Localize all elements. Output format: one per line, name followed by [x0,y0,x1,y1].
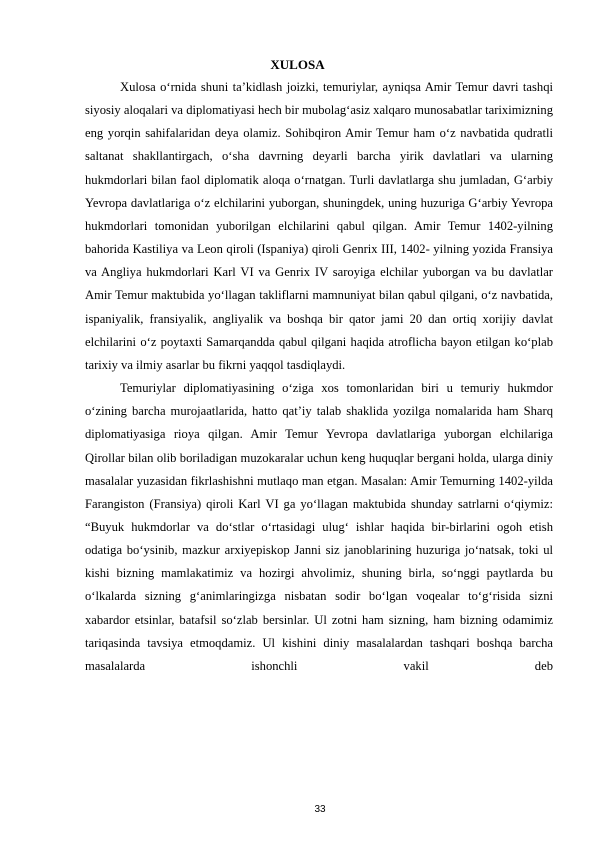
paragraph-1: Xulosa o‘rnida shuni ta’kidlash joizki, temuriylar, ayniqsa Amir Temur davri tashqi siyosiy aloqalari va diplomatiyasi hech bir mubolag‘asiz xalqaro munosabatlar tariximizning eng yorqin sahifalaridan deya olamiz. Sohibqiron Amir Temur ham o‘z navbatida qudratli saltanat shakllantirgach, o‘sha davrning deyarli barcha yirik davlatlari va ularning hukmdorlari bilan faol diplomatik aloqa o‘rnatgan. Turli davlatlarga shu jumladan, G‘arbiy Yevropa davlatlariga o‘z elchilarini yuborgan, shuningdek, uning huzuriga G‘arbiy Yevropa hukmdorlari tomonidan yuborilgan elchilarini qabul qilgan. Amir Temur 1402-yilning bahorida Kastiliya va Leon qiroli (Ispaniya) qiroli Genrix III, 1402- yilning yozida Fransiya va Angliya hukmdorlari Karl VI va Genrix IV saroyiga elchilar yuborgan va bu davlatlar Amir Temur maktubida yo‘llagan takliflarni mamnuniyat bilan qabul qilgani, o‘z navbatida, ispaniyalik, fransiyalik, angliyalik va boshqa bir qator jami 20 dan ortiq xorijiy davlat elchilarini o‘z poytaxti Samarqandda qabul qilgani haqida atroflicha bayon etilgan ko‘plab tarixiy va ilmiy asarlar bu fikrni yaqqol tasdiqlaydi. [85,80,553,372]
document-body [85,76,553,678]
page-number: 33 [314,804,326,815]
page-title: XULOSA [270,57,325,72]
paragraph-2: Temuriylar diplomatiyasining o‘ziga xos tomonlaridan biri u temuriy hukmdor o‘zining barcha murojaatlarida, hatto qat’iy talab shaklida yozilga nomalarida ham Sharq diplomatiyasiga rioya qilgan. Amir Temur Yevropa davlatlariga yuborgan elchilariga Qirollar bilan olib boriladigan muzokaralar uchun keng huquqlar bergani holda, ularga diniy masalalar yuzasidan fikrlashishni mutlaqo man etgan. Masalan: Amir Temurning 1402-yilda Farangiston (Fransiya) qiroli Karl VI ga yo‘llagan maktubida shunday satrlarni o‘qiymiz: “Buyuk hukmdorlar va do‘stlar o‘rtasidagi ulug‘ ishlar haqida bir-birlarini ogoh etish odatiga bo‘ysinib, mazkur arxiyepiskop Janni siz janoblarining huzuriga jo‘natsak, toki ul kishi bizning mamlakatimiz va hozirgi ahvolimiz, shuning birla, so‘nggi paytlarda bu o‘lkalarda sizning g‘animlaringizga nisbatan sodir bo‘lgan voqealar to‘g‘risida sizni xabardor etsinlar, batafsil so‘zlab bersinlar. Ul zotni ham sizning, ham bizning odamimiz tariqasinda tavsiya etmoqdamiz. Ul kishini diniy masalalardan tashqari boshqa barcha masalalarda ishonchli vakil deb [85,381,553,673]
